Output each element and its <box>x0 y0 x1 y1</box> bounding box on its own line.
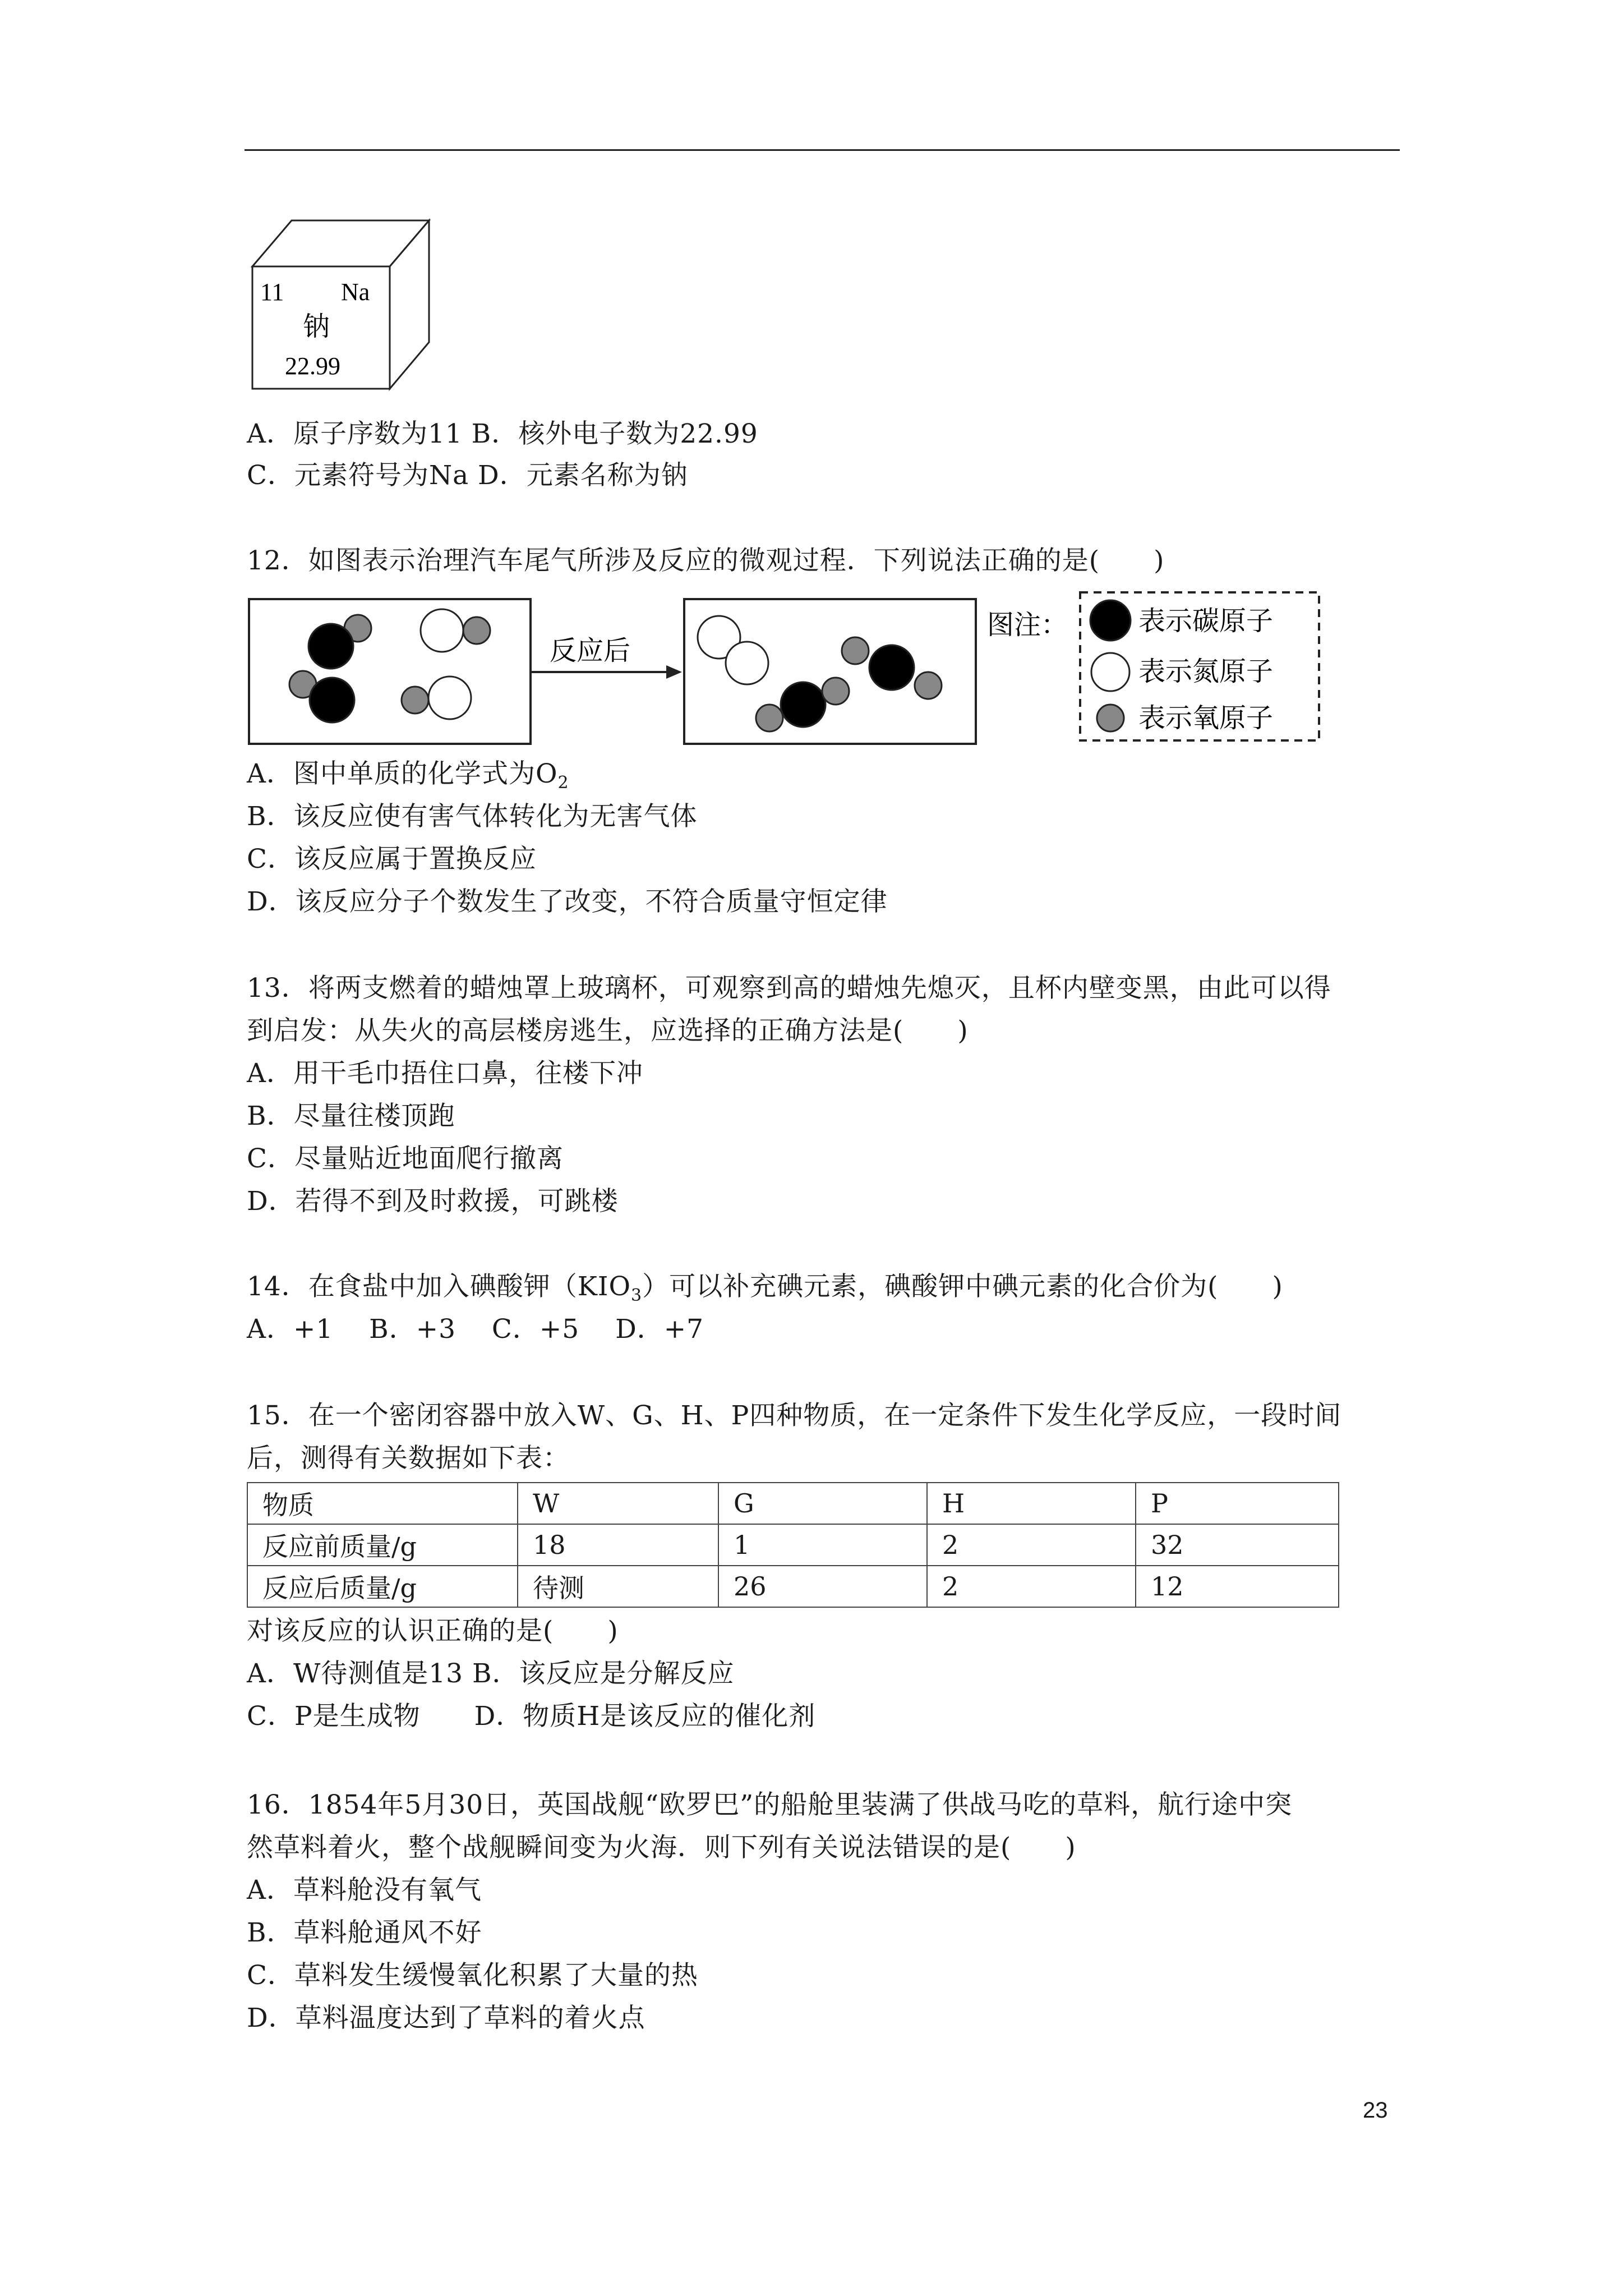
table-cell: 反应后质量/g <box>247 1566 518 1607</box>
q13-option-b: B．尽量往楼顶跑 <box>247 1101 455 1131</box>
legend-oxygen-label: 表示氧原子 <box>1138 702 1274 734</box>
q13-stem-line1: 13．将两支燃着的蜡烛罩上玻璃杯，可观察到高的蜡烛先熄灭，且杯内壁变黑，由此可以得 <box>247 973 1331 1004</box>
q12-option-a-subscript: 2 <box>557 773 569 793</box>
table-cell: 12 <box>1136 1566 1339 1607</box>
nitrogen-atom <box>428 677 471 719</box>
sodium-element-card <box>247 216 437 395</box>
q14-stem-text-end: ）可以补充碘元素，碘酸钾中碘元素的化合价为( ) <box>642 1271 1283 1302</box>
q15-stem-line2: 后，测得有关数据如下表： <box>247 1443 570 1474</box>
table-cell: 1 <box>718 1524 927 1566</box>
header-rule <box>245 149 1400 151</box>
q16-option-c: C．草料发生缓慢氧化积累了大量的热 <box>247 1960 698 1991</box>
q12-option-b: B．该反应使有害气体转化为无害气体 <box>247 801 698 832</box>
table-cell: 2 <box>927 1566 1136 1607</box>
q14-stem-subscript: 3 <box>631 1286 643 1305</box>
legend-title: 图注： <box>987 609 1068 641</box>
table-cell: P <box>1136 1483 1339 1524</box>
q12-option-a-text: A．图中单质的化学式为O <box>247 758 558 789</box>
table-cell: 物质 <box>247 1483 518 1524</box>
q15-options-line2: C．P是生成物 D．物质H是该反应的催化剂 <box>247 1701 816 1732</box>
reaction-arrow-head <box>666 665 682 679</box>
element-mass: 22.99 <box>285 352 340 380</box>
q15-options-line1: A．W待测值是13 B．该反应是分解反应 <box>247 1658 735 1689</box>
table-row <box>247 1524 1339 1566</box>
oxygen-atom <box>915 672 942 699</box>
q13-option-c: C．尽量贴近地面爬行撤离 <box>247 1143 564 1174</box>
table-cell: 待测 <box>518 1566 718 1607</box>
table-row <box>247 1566 1339 1607</box>
q14-stem-text: 14．在食盐中加入碘酸钾（KIO <box>247 1271 631 1302</box>
carbon-atom <box>781 682 826 727</box>
legend-nitrogen-label: 表示氮原子 <box>1138 656 1274 687</box>
oxygen-atom <box>402 687 428 714</box>
q11-options-line2: C．元素符号为Na D．元素名称为钠 <box>247 460 688 491</box>
oxygen-atom <box>822 678 849 705</box>
table-cell: 2 <box>927 1524 1136 1566</box>
before-box <box>249 599 531 744</box>
table-cell: G <box>718 1483 927 1524</box>
legend-carbon-atom <box>1090 600 1131 641</box>
q15-stem-line1: 15．在一个密闭容器中放入W、G、H、P四种物质，在一定条件下发生化学反应，一段时间 <box>247 1400 1342 1431</box>
q14-stem <box>247 1269 1283 1314</box>
q15-data-table <box>247 1482 1339 1608</box>
legend-oxygen-atom <box>1097 705 1124 731</box>
q12-option-c: C．该反应属于置换反应 <box>247 844 537 875</box>
carbon-atom <box>869 645 914 690</box>
q11-options-line1: A．原子序数为11 B．核外电子数为22.99 <box>247 418 758 449</box>
carbon-atom <box>310 678 354 723</box>
element-symbol: Na <box>341 278 370 306</box>
table-cell: 反应前质量/g <box>247 1524 518 1566</box>
legend-carbon-label: 表示碳原子 <box>1138 605 1274 637</box>
table-cell: 18 <box>518 1524 718 1566</box>
oxygen-atom <box>842 637 869 664</box>
oxygen-atom <box>463 617 490 644</box>
q16-option-a: A．草料舱没有氧气 <box>247 1875 482 1906</box>
nitrogen-atom <box>421 609 463 652</box>
q12-stem: 12．如图表示治理汽车尾气所涉及反应的微观过程．下列说法正确的是( ) <box>247 545 1165 576</box>
reaction-diagram <box>247 588 1324 751</box>
table-cell: 26 <box>718 1566 927 1607</box>
table-cell: 32 <box>1136 1524 1339 1566</box>
arrow-label: 反应后 <box>550 635 631 666</box>
nitrogen-atom <box>726 642 768 684</box>
q13-option-a: A．用干毛巾捂住口鼻，往楼下冲 <box>247 1058 643 1089</box>
q16-option-d: D．草料温度达到了草料的着火点 <box>247 2003 645 2033</box>
element-number: 11 <box>260 278 284 306</box>
oxygen-atom <box>756 705 783 731</box>
element-name: 钠 <box>303 311 330 342</box>
q13-option-d: D．若得不到及时救援，可跳楼 <box>247 1186 619 1217</box>
table-cell: W <box>518 1483 718 1524</box>
table-cell: H <box>927 1483 1136 1524</box>
q16-stem-line1: 16．1854年5月30日，英国战舰“欧罗巴”的船舱里装满了供战马吃的草料，航行途中突 <box>247 1789 1293 1820</box>
q14-options: A．+1 B．+3 C．+5 D．+7 <box>247 1314 704 1345</box>
q15-after-table: 对该反应的认识正确的是( ) <box>247 1616 619 1646</box>
legend-nitrogen-atom <box>1091 653 1129 691</box>
q12-option-d: D．该反应分子个数发生了改变，不符合质量守恒定律 <box>247 886 888 917</box>
carbon-atom <box>308 624 353 669</box>
q13-stem-line2: 到启发：从失火的高层楼房逃生，应选择的正确方法是( ) <box>247 1015 969 1046</box>
q12-option-a <box>247 756 569 801</box>
q16-option-b: B．草料舱通风不好 <box>247 1917 482 1948</box>
page-number: 23 <box>1363 2098 1388 2123</box>
table-row <box>247 1483 1339 1524</box>
q16-stem-line2: 然草料着火，整个战舰瞬间变为火海．则下列有关说法错误的是( ) <box>247 1832 1076 1863</box>
